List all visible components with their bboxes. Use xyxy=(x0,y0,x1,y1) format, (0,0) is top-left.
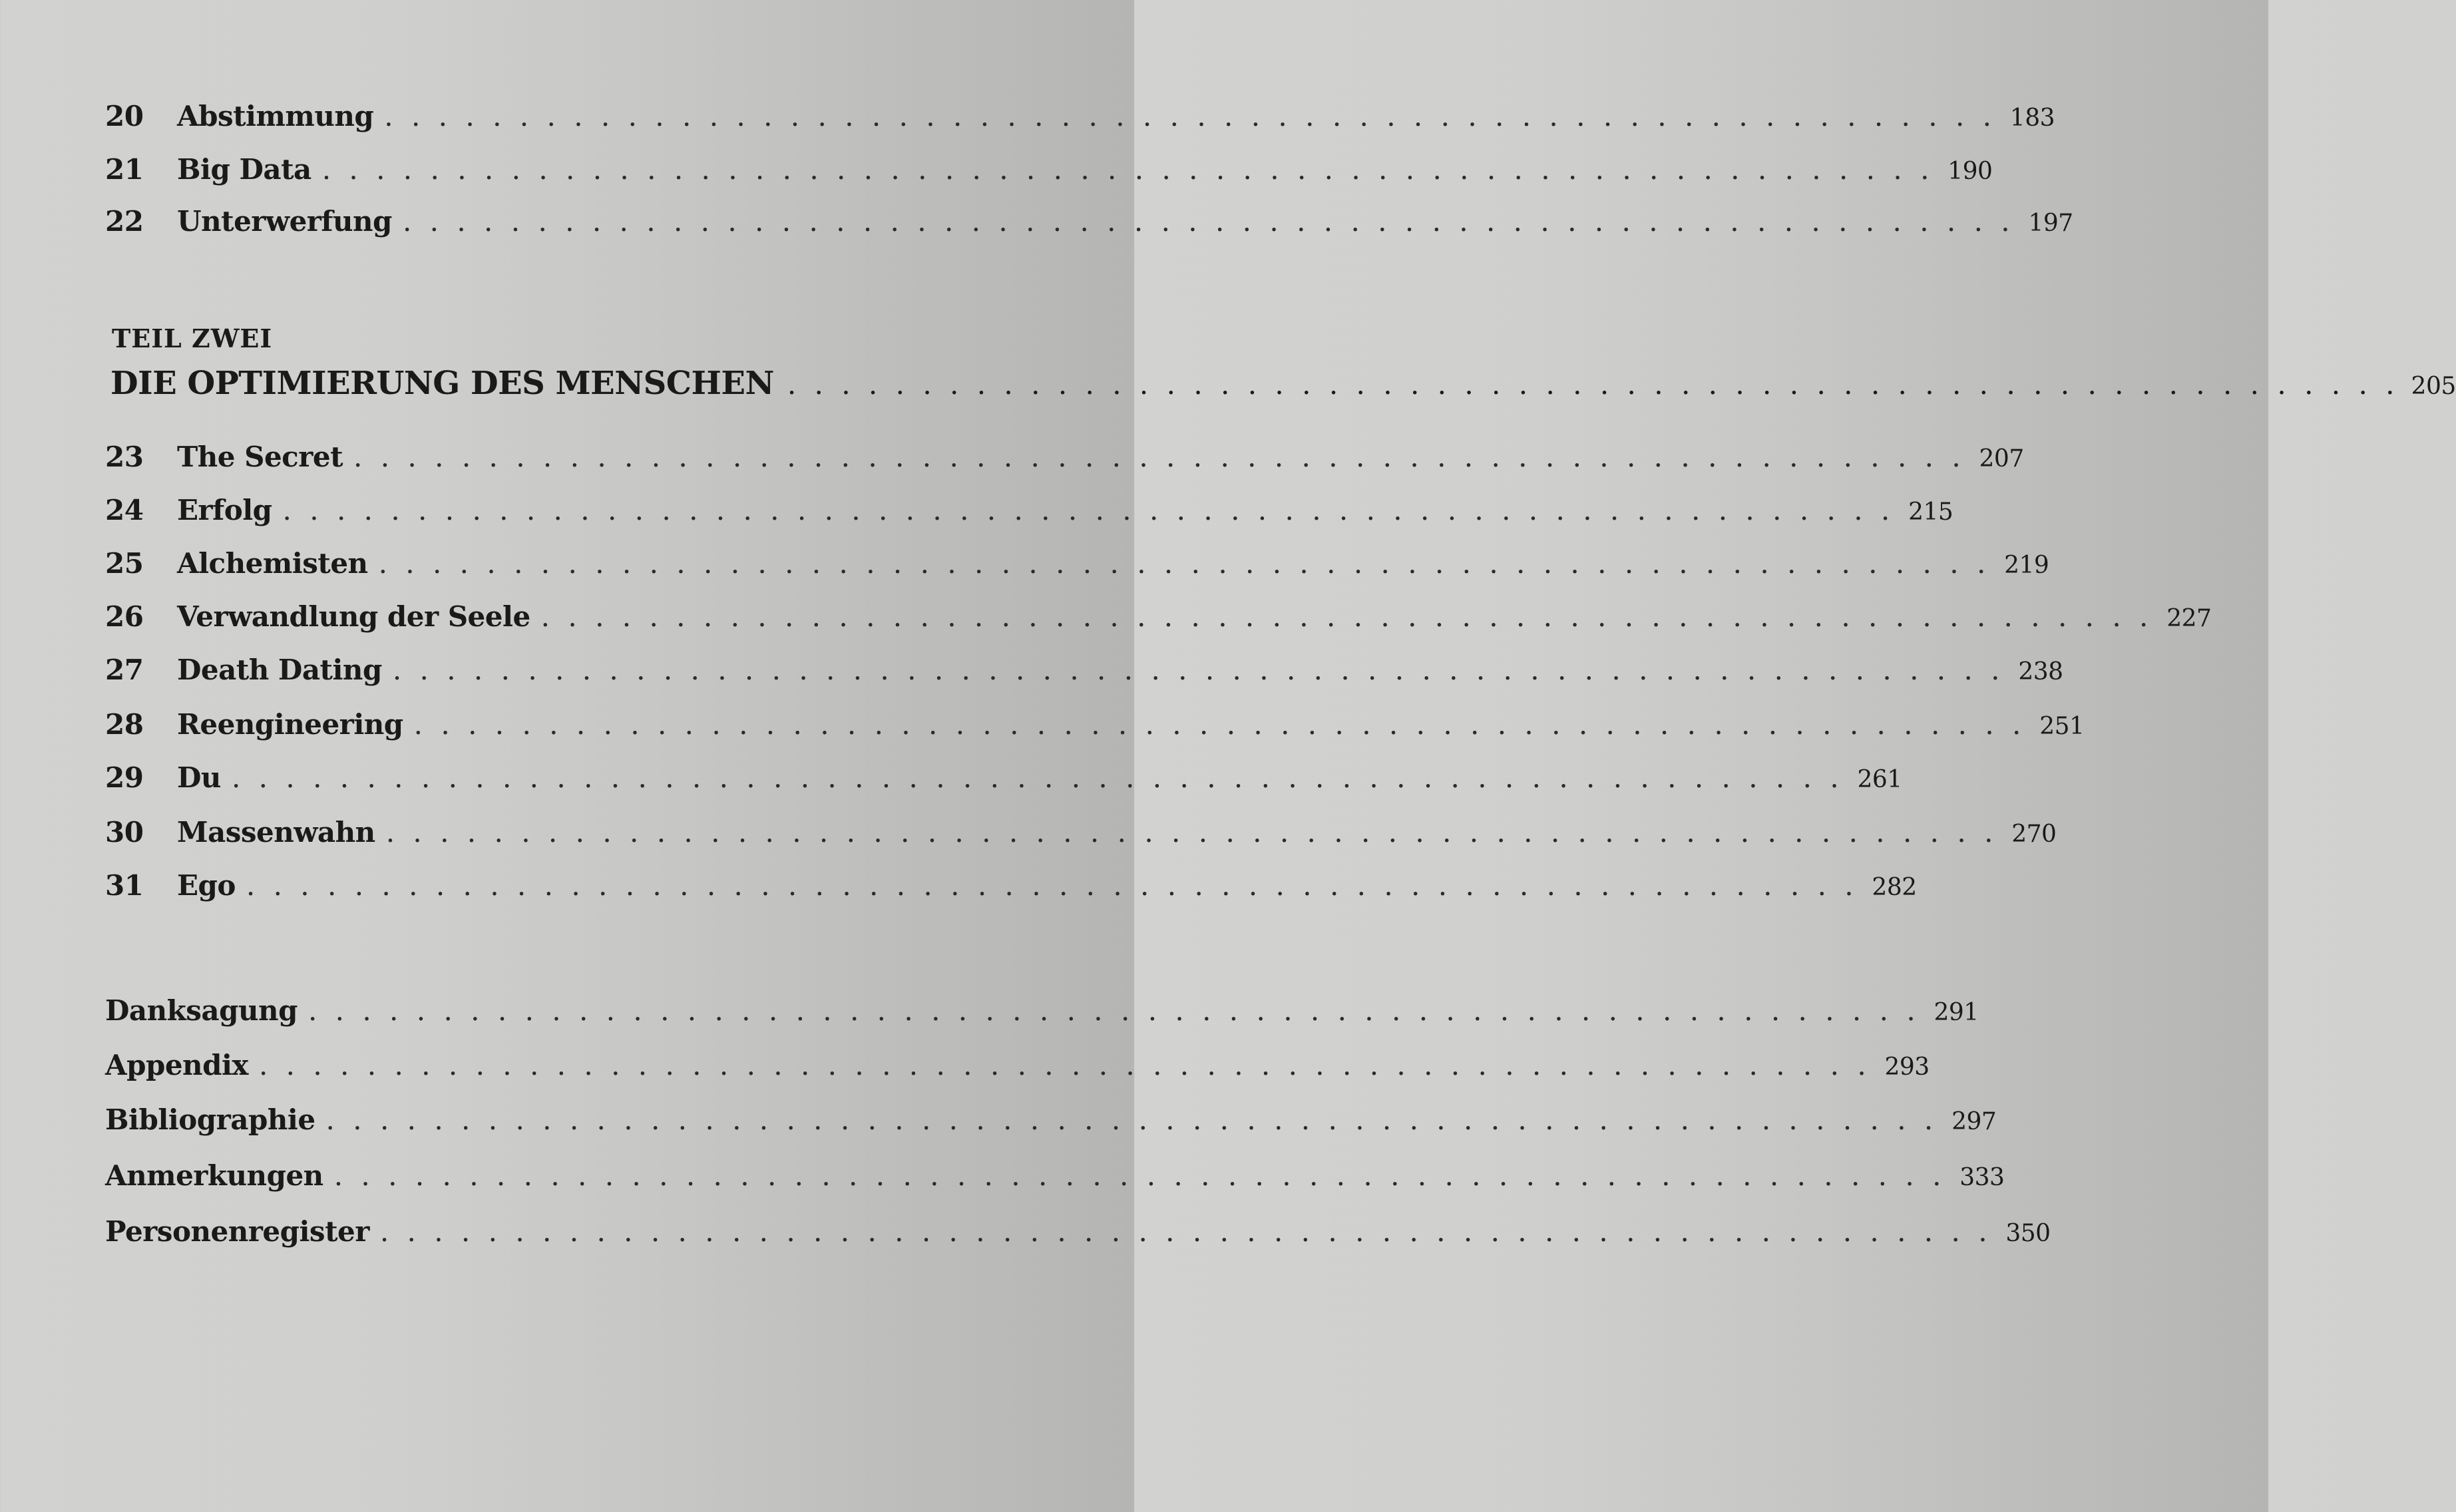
section-title: Danksagung xyxy=(105,994,298,1027)
leader-dots: . . . . . . . . . . . . . . . . . . . . . . . . . . . . . . . . . . . . . . . . . . . . . . . . . . . . . . . . . . . . xyxy=(379,1215,1992,1248)
toc-entry-20 xyxy=(105,100,2055,142)
chapter-title: Reengineering xyxy=(177,708,403,741)
leader-dots: . . . . . . . . . . . . . . . . . . . . . . . . . . . . . . . . . . . . . . . . . . . . . . . . . . . . . . . . . . . . xyxy=(787,368,2399,401)
page-number: 197 xyxy=(2028,210,2073,237)
page-number: 205 xyxy=(2411,373,2456,400)
chapter-number: 22 xyxy=(105,205,144,238)
leader-dots: . . . . . . . . . . . . . . . . . . . . . . . . . . . . . . . . . . . . . . . . . . . . . . . . . . . . . . . . . . . . xyxy=(353,441,1965,473)
chapter-title: Alchemisten xyxy=(177,547,368,580)
toc-entry-30 xyxy=(105,816,2057,858)
page-number: 270 xyxy=(2011,821,2057,848)
page-number: 190 xyxy=(1947,158,1993,185)
toc-entry-bibliographie xyxy=(105,1103,1997,1146)
chapter-number: 25 xyxy=(105,547,144,580)
section-title: Bibliographie xyxy=(105,1103,315,1136)
chapter-title: The Secret xyxy=(177,441,343,473)
toc-entry-27 xyxy=(105,654,2063,696)
leader-dots: . . . . . . . . . . . . . . . . . . . . . . . . . . . . . . . . . . . . . . . . . . . . . . . . . . . . . . . . . . . . xyxy=(258,1049,1871,1081)
leader-dots: . . . . . . . . . . . . . . . . . . . . . . . . . . . . . . . . . . . . . . . . . . . . . . . . . . . . . . . . . . . . xyxy=(307,994,1920,1027)
part-label: TEIL ZWEI xyxy=(112,323,273,353)
leader-dots: . . . . . . . . . . . . . . . . . . . . . . . . . . . . . . . . . . . . . . . . . . . . . . . . . . . . . . . . . . . . xyxy=(321,153,1934,186)
chapter-number: 27 xyxy=(105,654,144,686)
page-number: 227 xyxy=(2166,605,2212,632)
section-title: Anmerkungen xyxy=(105,1159,323,1192)
toc-entry-anmerkungen xyxy=(105,1159,2005,1202)
chapter-number: 24 xyxy=(105,494,144,526)
leader-dots: . . . . . . . . . . . . . . . . . . . . . . . . . . . . . . . . . . . . . . . . . . . . . . . . . . . . . . . . . . . . xyxy=(385,816,1998,849)
toc-entry-28 xyxy=(105,708,2085,751)
part-title: DIE OPTIMIERUNG DES MENSCHEN xyxy=(110,365,774,402)
chapter-number: 28 xyxy=(105,708,144,741)
leader-dots: . . . . . . . . . . . . . . . . . . . . . . . . . . . . . . . . . . . . . . . . . . . . . . . . . . . . . . . . . . . . xyxy=(384,100,1997,132)
toc-entry-danksagung xyxy=(105,994,1979,1037)
chapter-number: 23 xyxy=(105,441,144,473)
leader-dots: . . . . . . . . . . . . . . . . . . . . . . . . . . . . . . . . . . . . . . . . . . . . . . . . . . . . . . . . . . . . xyxy=(282,494,1895,526)
chapter-title: Verwandlung der Seele xyxy=(177,600,530,633)
leader-dots: . . . . . . . . . . . . . . . . . . . . . . . . . . . . . . . . . . . . . . . . . . . . . . . . . . . . . . . . . . . . xyxy=(231,761,1844,794)
page-number: 238 xyxy=(2018,658,2063,685)
chapter-title: Unterwerfung xyxy=(177,205,392,238)
page-number: 282 xyxy=(1872,874,1917,901)
leader-dots: . . . . . . . . . . . . . . . . . . . . . . . . . . . . . . . . . . . . . . . . . . . . . . . . . . . . . . . . . . . . xyxy=(413,708,2026,741)
toc-entry-26 xyxy=(105,600,2212,643)
page-number: 293 xyxy=(1884,1053,1930,1081)
toc-entry-29 xyxy=(105,761,1902,804)
chapter-number: 21 xyxy=(105,153,144,186)
leader-dots: . . . . . . . . . . . . . . . . . . . . . . . . . . . . . . . . . . . . . . . . . . . . . . . . . . . . . . . . . . . . xyxy=(378,547,1991,580)
leader-dots: . . . . . . . . . . . . . . . . . . . . . . . . . . . . . . . . . . . . . . . . . . . . . . . . . . . . . . . . . . . . xyxy=(246,869,1858,902)
page-number: 291 xyxy=(1934,999,1979,1026)
page-number: 251 xyxy=(2039,713,2085,740)
toc-entry-25 xyxy=(105,547,2049,590)
section-title: Personenregister xyxy=(105,1215,369,1248)
chapter-title: Massenwahn xyxy=(177,816,375,849)
page-number: 297 xyxy=(1951,1108,1997,1135)
chapter-title: Ego xyxy=(177,869,236,902)
part-title-entry xyxy=(110,365,2456,402)
toc-entry-22 xyxy=(105,205,2073,248)
chapter-title: Erfolg xyxy=(177,494,272,526)
toc-entry-23 xyxy=(105,441,2024,483)
page-number: 207 xyxy=(1979,445,2024,472)
chapter-title: Du xyxy=(177,761,221,794)
page-number: 261 xyxy=(1857,766,1902,793)
toc-entry-24 xyxy=(105,494,1953,536)
chapter-title: Death Dating xyxy=(177,654,382,686)
leader-dots: . . . . . . . . . . . . . . . . . . . . . . . . . . . . . . . . . . . . . . . . . . . . . . . . . . . . . . . . . . . . xyxy=(540,600,2153,633)
page-number: 215 xyxy=(1908,498,1953,526)
toc-entry-appendix xyxy=(105,1049,1930,1091)
chapter-number: 29 xyxy=(105,761,144,794)
toc-entry-21 xyxy=(105,153,1993,196)
chapter-number: 20 xyxy=(105,100,144,132)
leader-dots: . . . . . . . . . . . . . . . . . . . . . . . . . . . . . . . . . . . . . . . . . . . . . . . . . . . . . . . . . . . . xyxy=(325,1103,1938,1136)
page-number: 333 xyxy=(1959,1164,2005,1191)
page-number: 350 xyxy=(2005,1220,2051,1247)
chapter-number: 31 xyxy=(105,869,144,902)
page-number: 219 xyxy=(2004,552,2049,579)
page-number: 183 xyxy=(2009,104,2055,132)
toc-entry-personenregister xyxy=(105,1215,2051,1258)
chapter-number: 26 xyxy=(105,600,144,633)
leader-dots: . . . . . . . . . . . . . . . . . . . . . . . . . . . . . . . . . . . . . . . . . . . . . . . . . . . . . . . . . . . . xyxy=(333,1159,1946,1192)
leader-dots: . . . . . . . . . . . . . . . . . . . . . . . . . . . . . . . . . . . . . . . . . . . . . . . . . . . . . . . . . . . . xyxy=(392,654,2005,686)
chapter-title: Big Data xyxy=(177,153,311,186)
leader-dots: . . . . . . . . . . . . . . . . . . . . . . . . . . . . . . . . . . . . . . . . . . . . . . . . . . . . . . . . . . . . xyxy=(402,205,2015,238)
chapter-title: Abstimmung xyxy=(177,100,374,132)
chapter-number: 30 xyxy=(105,816,144,849)
section-title: Appendix xyxy=(105,1049,248,1081)
toc-entry-31 xyxy=(105,869,1917,912)
